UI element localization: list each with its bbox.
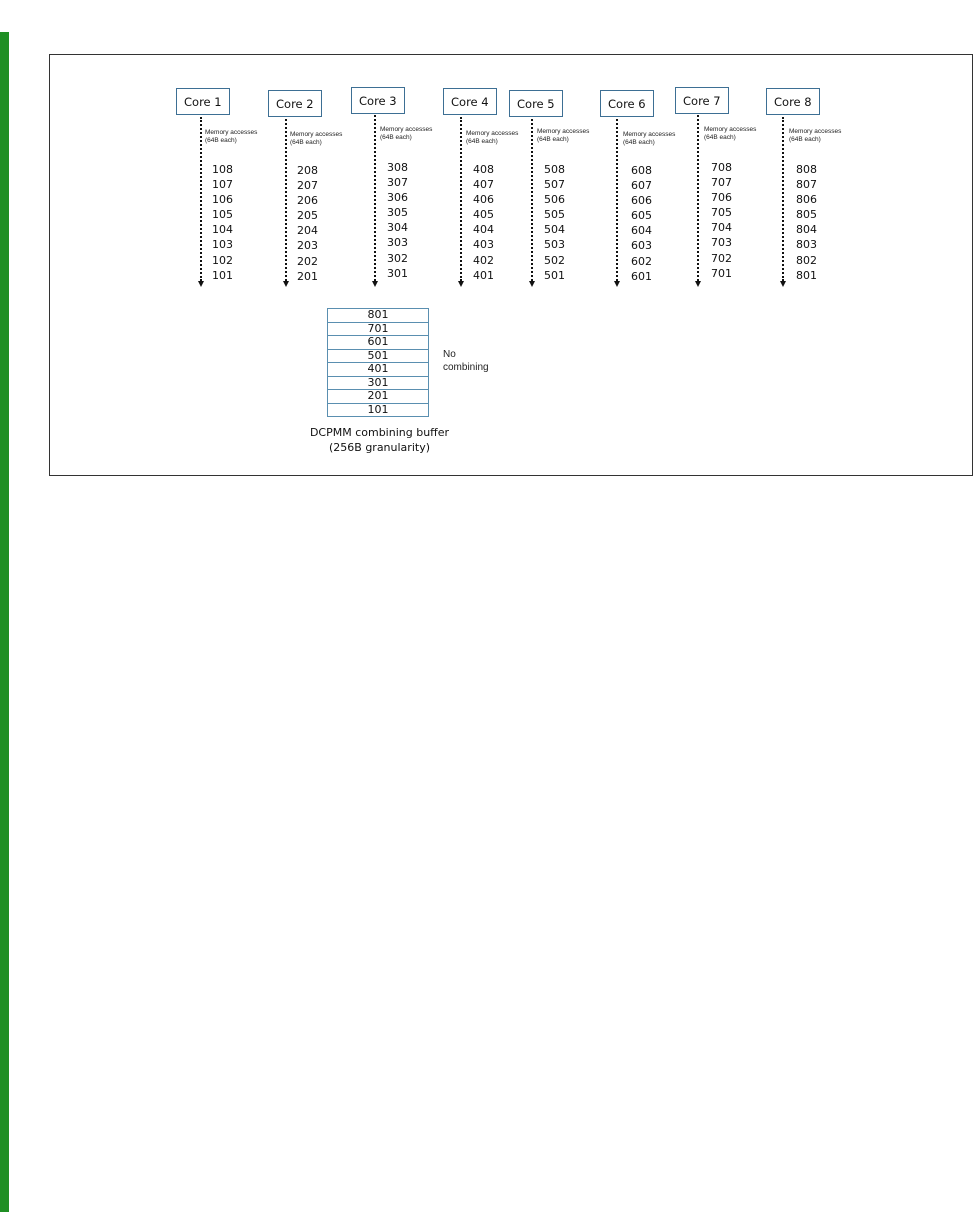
core-8-mem-label [789, 128, 841, 144]
core-3-box: Core 3 [351, 87, 405, 114]
core-1-access-list [212, 162, 233, 283]
core-8-mem-line2: (64B each) [789, 136, 821, 143]
core-1-access-item: 106 [212, 193, 233, 207]
core-2-access-item: 202 [297, 254, 318, 268]
core-6-access-item: 608 [631, 164, 652, 177]
core-8-access-item: 801 [796, 268, 817, 282]
core-6-mem-line2: (64B each) [623, 139, 655, 146]
core-7-access-item: 703 [711, 236, 732, 250]
core-8-access-item: 806 [796, 193, 817, 207]
no-combining-line2: combining [443, 362, 489, 373]
buffer-cell: 601 [328, 336, 428, 350]
core-1-mem-line1: Memory accesses [205, 129, 258, 136]
core-7-mem-line2: (64B each) [704, 134, 736, 141]
buffer-cell: 801 [328, 309, 428, 323]
core-5-access-item: 508 [544, 163, 565, 176]
core-4-arrow [460, 117, 462, 281]
core-5-access-item: 504 [544, 223, 565, 237]
core-3-access-item: 301 [387, 266, 408, 280]
core-4-access-item: 408 [473, 163, 494, 176]
core-6-mem-line1: Memory accesses [623, 131, 676, 138]
core-8-arrowhead [780, 281, 786, 287]
core-3-arrowhead [372, 281, 378, 287]
core-1-access-item: 108 [212, 163, 233, 176]
core-2-access-item: 206 [297, 194, 318, 208]
core-1-access-item: 105 [212, 208, 233, 222]
core-4-access-list [473, 162, 494, 283]
core-8-access-list [796, 162, 817, 283]
combining-buffer [327, 308, 429, 417]
core-4-box: Core 4 [443, 88, 497, 115]
core-1-access-item: 104 [212, 223, 233, 237]
core-1-arrowhead [198, 281, 204, 287]
core-7-access-item: 704 [711, 221, 732, 235]
core-3-access-list [387, 160, 408, 281]
core-2-access-item: 205 [297, 209, 318, 223]
core-7-access-item: 701 [711, 266, 732, 280]
core-8-access-item: 802 [796, 253, 817, 267]
core-3-access-item: 304 [387, 221, 408, 235]
core-2-arrow [285, 119, 287, 281]
core-3-arrow [374, 115, 376, 281]
core-3-access-item: 307 [387, 176, 408, 190]
core-5-arrowhead [529, 281, 535, 287]
core-5-access-item: 507 [544, 178, 565, 192]
core-6-access-item: 606 [631, 194, 652, 208]
core-7-mem-label [704, 126, 756, 142]
core-8-access-item: 807 [796, 178, 817, 192]
core-6-box: Core 6 [600, 90, 654, 117]
core-4-access-item: 403 [473, 238, 494, 252]
core-5-access-item: 506 [544, 193, 565, 207]
core-2-access-item: 207 [297, 179, 318, 193]
core-8-access-item: 804 [796, 223, 817, 237]
core-2-mem-line1: Memory accesses [290, 131, 343, 138]
core-8-access-item: 808 [796, 163, 817, 176]
core-4-mem-label [466, 130, 518, 146]
core-7-access-item: 708 [711, 161, 732, 174]
core-5-mem-line1: Memory accesses [537, 128, 590, 135]
core-1-box: Core 1 [176, 88, 230, 115]
core-3-access-item: 308 [387, 161, 408, 174]
core-2-access-item: 204 [297, 224, 318, 238]
core-3-mem-line2: (64B each) [380, 134, 412, 141]
core-2-access-item: 201 [297, 269, 318, 283]
core-5-access-item: 503 [544, 238, 565, 252]
core-1-mem-line2: (64B each) [205, 137, 237, 144]
core-3-access-item: 303 [387, 236, 408, 250]
core-5-mem-line2: (64B each) [537, 136, 569, 143]
core-2-arrowhead [283, 281, 289, 287]
core-8-box: Core 8 [766, 88, 820, 115]
core-2-box: Core 2 [268, 90, 322, 117]
buffer-cell: 101 [328, 404, 428, 418]
core-4-access-item: 404 [473, 223, 494, 237]
core-4-access-item: 407 [473, 178, 494, 192]
no-combining-line1: No [443, 349, 456, 360]
core-7-mem-line1: Memory accesses [704, 126, 757, 133]
core-6-access-list [631, 163, 652, 284]
core-2-mem-label [290, 131, 342, 147]
core-2-access-item: 203 [297, 239, 318, 253]
core-5-access-list [544, 162, 565, 283]
core-3-access-item: 306 [387, 191, 408, 205]
core-3-access-item: 302 [387, 251, 408, 265]
core-2-access-list [297, 163, 318, 284]
core-8-mem-line1: Memory accesses [789, 128, 842, 135]
core-1-mem-label [205, 129, 257, 145]
core-7-access-item: 702 [711, 251, 732, 265]
core-1-arrow [200, 117, 202, 281]
core-5-mem-label [537, 128, 589, 144]
core-1-access-item: 103 [212, 238, 233, 252]
core-7-access-item: 706 [711, 191, 732, 205]
core-4-mem-line2: (64B each) [466, 138, 498, 145]
core-6-access-item: 607 [631, 179, 652, 193]
core-8-arrow [782, 117, 784, 281]
buffer-caption-line1: DCPMM combining buffer [309, 426, 450, 439]
core-4-access-item: 402 [473, 253, 494, 267]
core-7-arrow [697, 115, 699, 281]
diagram-figure [49, 54, 973, 476]
buffer-caption [307, 425, 452, 455]
left-accent-bar [0, 32, 9, 1212]
core-6-access-item: 601 [631, 269, 652, 283]
core-5-access-item: 501 [544, 268, 565, 282]
core-5-box: Core 5 [509, 90, 563, 117]
core-5-access-item: 505 [544, 208, 565, 222]
core-4-access-item: 406 [473, 193, 494, 207]
buffer-cell: 701 [328, 323, 428, 337]
core-7-access-item: 705 [711, 206, 732, 220]
core-3-mem-label [380, 126, 432, 142]
core-8-access-item: 803 [796, 238, 817, 252]
core-4-mem-line1: Memory accesses [466, 130, 519, 137]
core-5-arrow [531, 119, 533, 281]
core-6-access-item: 605 [631, 209, 652, 223]
core-6-access-item: 602 [631, 254, 652, 268]
core-2-mem-line2: (64B each) [290, 139, 322, 146]
buffer-cell: 401 [328, 363, 428, 377]
no-combining-note [443, 348, 503, 374]
core-6-arrowhead [614, 281, 620, 287]
core-6-mem-label [623, 131, 675, 147]
core-6-access-item: 604 [631, 224, 652, 238]
core-3-mem-line1: Memory accesses [380, 126, 433, 133]
core-1-access-item: 101 [212, 268, 233, 282]
core-7-box: Core 7 [675, 87, 729, 114]
buffer-caption-line2: (256B granularity) [328, 441, 430, 454]
buffer-cell: 301 [328, 377, 428, 391]
core-4-arrowhead [458, 281, 464, 287]
core-4-access-item: 401 [473, 268, 494, 282]
core-7-access-item: 707 [711, 176, 732, 190]
core-3-access-item: 305 [387, 206, 408, 220]
core-4-access-item: 405 [473, 208, 494, 222]
core-1-access-item: 107 [212, 178, 233, 192]
buffer-cell: 501 [328, 350, 428, 364]
core-6-access-item: 603 [631, 239, 652, 253]
core-2-access-item: 208 [297, 164, 318, 177]
core-7-arrowhead [695, 281, 701, 287]
core-1-access-item: 102 [212, 253, 233, 267]
core-7-access-list [711, 160, 732, 281]
core-5-access-item: 502 [544, 253, 565, 267]
core-8-access-item: 805 [796, 208, 817, 222]
buffer-cell: 201 [328, 390, 428, 404]
core-6-arrow [616, 119, 618, 281]
